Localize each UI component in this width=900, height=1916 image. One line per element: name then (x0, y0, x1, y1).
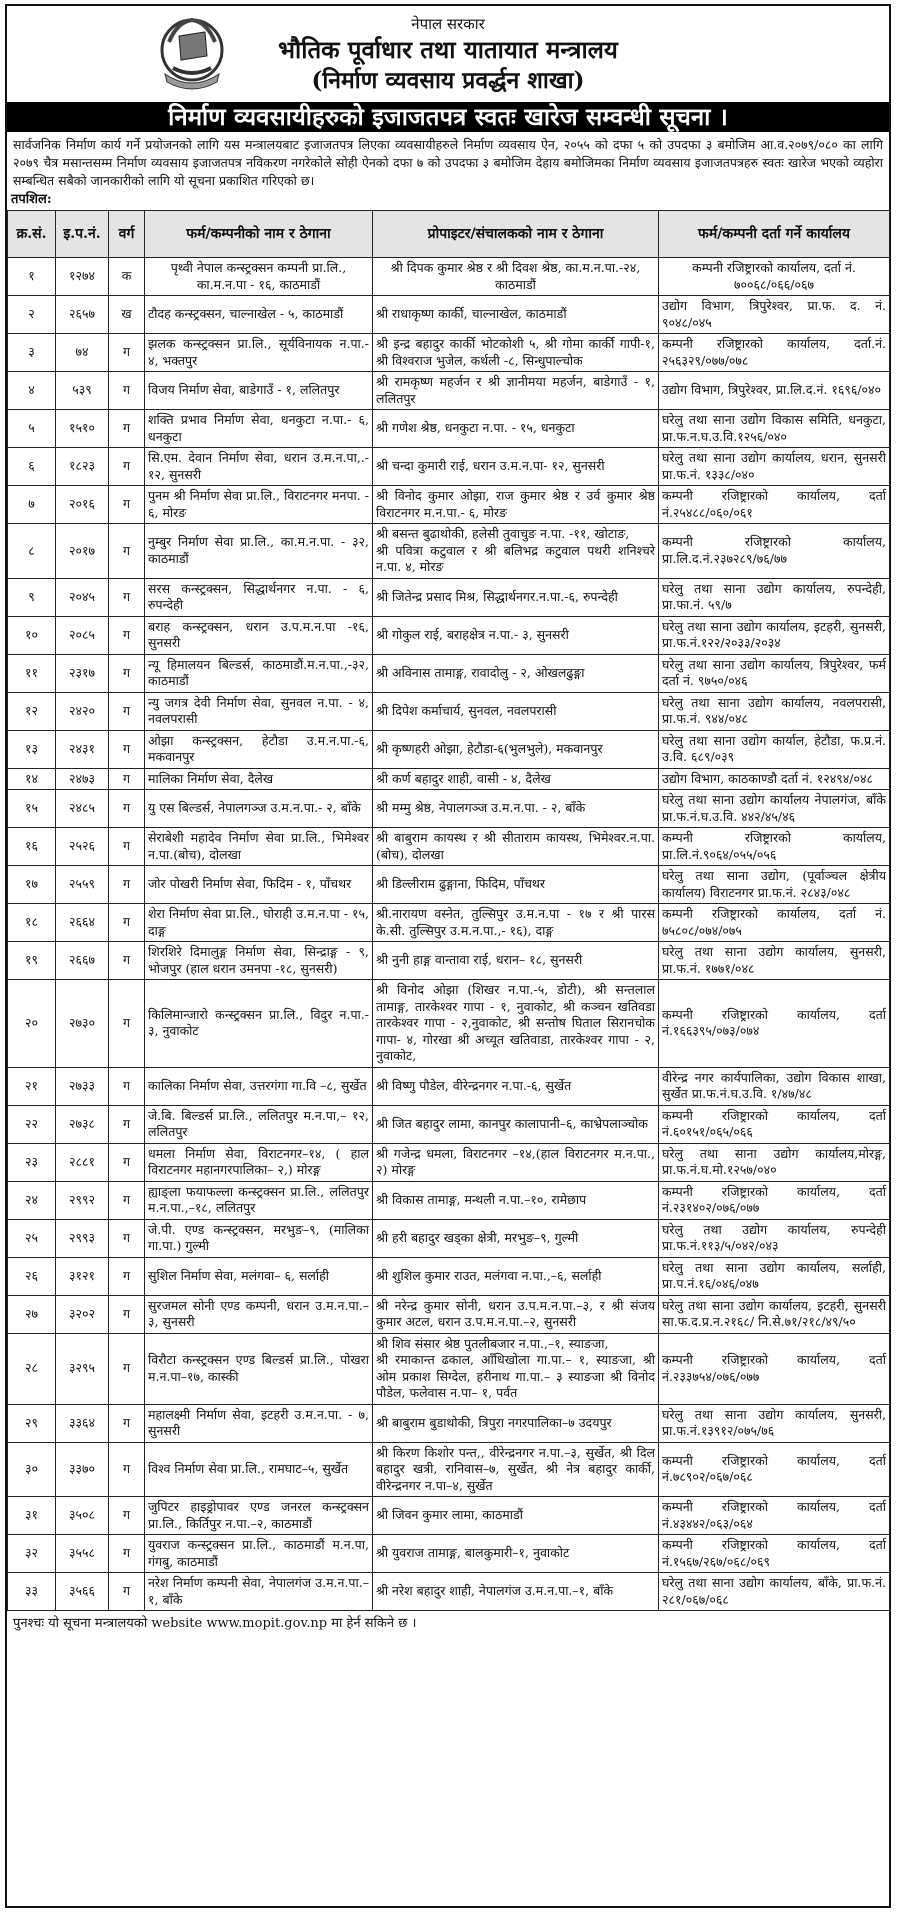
cell-sn: २८ (8, 1333, 56, 1404)
cell-proprietor: श्री जिवन कुमार लामा, काठमाडौं (373, 1497, 659, 1535)
cell-office: घरेलु तथा साना उद्योग कार्यालय, धरान, सुनसरी प्रा.फ.नं. १३३८/०४० (659, 448, 890, 486)
cell-class: ग (109, 730, 145, 768)
cell-proprietor: श्री गजेन्द्र धमला, विराटनगर –१४,(हाल विराटनगर म.न.पा., २) मोरङ्ग (373, 1143, 659, 1181)
cell-sn: १५ (8, 790, 56, 828)
cell-license-no: २४३१ (56, 730, 109, 768)
cell-license-no: २७३० (56, 980, 109, 1068)
table-row (8, 1143, 890, 1181)
cell-proprietor: श्री दिपक कुमार श्रेष्ठ र श्री दिवश श्रेष्ठ, का.म.न.पा.-२४, काठमाडौं (373, 258, 659, 296)
cell-firm: मालिका निर्माण सेवा, दैलेख (145, 768, 373, 790)
table-row (8, 768, 890, 790)
cell-firm: विजय निर्माण सेवा, बाडेगाउँ - १, ललितपुर (145, 372, 373, 410)
cell-license-no: २९९३ (56, 1219, 109, 1257)
header-proprietor: प्रोपाइटर/संचालकको नाम र ठेगाना (373, 211, 659, 258)
cell-sn: २ (8, 296, 56, 334)
cell-office: उद्योग विभाग, त्रिपुरेश्वर, प्रा.फ. द. नं. ९०४८/०४५ (659, 296, 890, 334)
cell-proprietor: श्री कृष्णहरी ओझा, हेटौडा-६(भुलभुले), मकवानपुर (373, 730, 659, 768)
cell-sn: ३ (8, 334, 56, 372)
cell-firm: सेराबेशी महादेव निर्माण सेवा प्रा.लि., भिमेश्वर न.पा.(बोच), दोलखा (145, 828, 373, 866)
cell-sn: २० (8, 980, 56, 1068)
cell-office: घरेलु तथा साना उद्योग कार्यालय नेपालगंज, बाँके प्रा.फ.नं.घ.उ.वि. ४४२/४५/४६ (659, 790, 890, 828)
table-row (8, 1295, 890, 1333)
cell-proprietor: श्री नरेन्द्र कुमार सोनी, धरान उ.प.म.न.पा.–३, र श्री संजय कुमार अटल, धरान उ.प.म.न.पा.–२, सुनसरी (373, 1295, 659, 1333)
cell-class: ग (109, 448, 145, 486)
cell-office: घरेलु तथा साना उद्योग विकास समिति, धनकुटा, प्रा.फ.न.घ.उ.वि.१२५६/०४० (659, 410, 890, 448)
details-label: तपशिल: (11, 192, 52, 207)
cell-office: घरेलु तथा उद्योग कार्यालय, रुपन्देही प्रा.फ.नं.११३/५/०४२/०४३ (659, 1219, 890, 1257)
cell-firm: न्यु जगत्र देवी निर्माण सेवा, सुनवल न.पा. - ४, नवलपरासी (145, 692, 373, 730)
cell-proprietor: श्री नुनी हाङ्ग वान्तावा राई, धरान– १८, सुनसरी (373, 942, 659, 980)
cell-proprietor: श्री इन्द्र बहादुर कार्की भोटकोशी ५, श्री गोमा कार्की गापी-१, श्री विश्वराज भुजेल, कर्थली -८, सिन्धुपाल्चोक (373, 334, 659, 372)
cell-proprietor: श्री बाबुराम कायस्थ र श्री सीताराम कायस्थ, भिमेश्वर.न.पा.(बोच), दोलखा (373, 828, 659, 866)
cell-firm: टौदह कन्स्ट्रक्सन, चाल्नाखेल - ५, काठमाडौं (145, 296, 373, 334)
cell-license-no: ३३६४ (56, 1404, 109, 1442)
cell-office: घरेलु तथा साना उद्योग कार्यालय, सर्लाही, प्रा.प.नं.१६/०४६/०४७ (659, 1257, 890, 1295)
cell-firm: झलक कन्स्ट्रक्सन प्रा.लि., सूर्यविनायक न.पा.- ४, भक्तपुर (145, 334, 373, 372)
table-row (8, 1404, 890, 1442)
cell-sn: २६ (8, 1257, 56, 1295)
cell-class: ग (109, 1573, 145, 1611)
cell-class: ग (109, 1295, 145, 1333)
cell-firm: किलिमान्जारो कन्स्ट्रक्सन प्रा.लि., विदुर न.पा.- ३, नुवाकोट (145, 980, 373, 1068)
cell-office: घरेलु तथा साना उद्योग कार्यालय, इटहरी, सुनसरी, प्रा.फ.नं.१२२/२०३३/२०३४ (659, 616, 890, 654)
cell-sn: ७ (8, 486, 56, 524)
cell-license-no: २०४५ (56, 578, 109, 616)
table-row (8, 692, 890, 730)
cell-proprietor: श्री जितेन्द्र प्रसाद मिश्र, सिद्धार्थनगर.न.पा.-६, रुपन्देही (373, 578, 659, 616)
cell-firm: जे.बि. बिल्डर्स प्रा.लि., ललितपुर म.न.पा,– १२, ललितपुर (145, 1105, 373, 1143)
cell-license-no: २८८१ (56, 1143, 109, 1181)
cell-class: ग (109, 1143, 145, 1181)
cell-sn: १७ (8, 866, 56, 904)
cell-class: ग (109, 768, 145, 790)
cell-license-no: २७३३ (56, 1067, 109, 1105)
cell-firm: विश्व निर्माण सेवा प्रा.लि., रामघाट–५, सुर्खेत (145, 1442, 373, 1497)
cell-office: कम्पनी रजिष्ट्रारको कार्यालय, दर्ता नं.२३३७५४/०७६/०७७ (659, 1333, 890, 1404)
cell-proprietor: श्री जित बहादुर लामा, कानपुर कालापानी–६, काभ्रेपलाञ्चोक (373, 1105, 659, 1143)
cell-sn: १९ (8, 942, 56, 980)
cell-sn: २२ (8, 1105, 56, 1143)
cell-office: कम्पनी रजिष्ट्रारको कार्यालय, दर्ता नं.१५६७/२६७/०६८/०६९ (659, 1535, 890, 1573)
cell-sn: ९ (8, 578, 56, 616)
license-table (7, 210, 890, 1611)
cell-firm: कालिका निर्माण सेवा, उत्तरगंगा गा.वि –८, सुर्खेत (145, 1067, 373, 1105)
table-row (8, 1333, 890, 1404)
notice-paragraph: सार्वजनिक निर्माण कार्य गर्ने प्रयोजनको लागि यस मन्त्रालयबाट इजाजतपत्र लिएका व्यवसायीहरुले निर्माण व्यवसाय ऐन, २०५५ को दफा ५ को उपदफा ३ बमोजिम आ.व.२०७९/०८० का लागि २०७९ चैत्र मसान्तसम्म निर्माण व्यवसाय इजाजतपत्र नविकरण नगरेकोले सोही ऐनको दफा ७ को उपदफा ३ बमोजिम देहाय बमोजिमका निर्माण व्यवसाय इजाजतपत्रहरु स्वतः खारेज भएको व्यहोरा सम्बन्धित सबैको जानकारीको लागि यो सूचना प्रकाशित गरिएको छ। (13, 137, 883, 188)
cell-sn: ३१ (8, 1497, 56, 1535)
cell-sn: ५ (8, 410, 56, 448)
cell-proprietor: श्री शिव संसार श्रेष्ठ पुतलीबजार न.पा.,–१, स्याङजा, श्री रमाकान्त ढकाल, आँधिखोला गा.पा.– १, स्याङजा, श्री ओम प्रकाश सिग्देल, हरीनाथ गा.पा.– ३ स्याङजा श्री विनोद पौडेल, फलेवास न.पा– १, पर्वत (373, 1333, 659, 1404)
cell-license-no: २९९२ (56, 1181, 109, 1219)
cell-sn: १ (8, 258, 56, 296)
cell-firm: ओझा कन्स्ट्रक्सन, हेटौडा उ.म.न.पा.-६, मकवानपुर (145, 730, 373, 768)
cell-firm: सरस कन्स्ट्रक्सन, सिद्धार्थनगर न.पा. - ६, रुपन्देही (145, 578, 373, 616)
cell-license-no: ३१२१ (56, 1257, 109, 1295)
cell-firm: शिरशिरे दिमालुङ्ग निर्माण सेवा, सिन्द्राङ्ग - ९, भोजपुर (हाल धरान उमनपा -१८, सुनसरी) (145, 942, 373, 980)
cell-license-no: ३२०२ (56, 1295, 109, 1333)
cell-license-no: २५५९ (56, 866, 109, 904)
cell-firm: महालक्ष्मी निर्माण सेवा, इटहरी उ.म.न.पा. - ७, सुनसरी (145, 1404, 373, 1442)
cell-class: ग (109, 1257, 145, 1295)
cell-class: ग (109, 616, 145, 654)
branch-title: (निर्माण व्यवसाय प्रवर्द्धन शाखा) (311, 67, 585, 94)
table-row (8, 1105, 890, 1143)
cell-license-no: ५३९ (56, 372, 109, 410)
table-row (8, 980, 890, 1068)
cell-sn: १६ (8, 828, 56, 866)
cell-firm: सुशिल निर्माण सेवा, मलंगवा– ६, सर्लाही (145, 1257, 373, 1295)
cell-office: घरेलु तथा साना उद्योग कार्यालय,मोरङ्ग, प्रा.फ.नं.घ.मो.१२५७/०४० (659, 1143, 890, 1181)
cell-proprietor: श्री विष्णु पौडेल, वीरेन्द्रनगर न.पा.-६, सुर्खेत (373, 1067, 659, 1105)
cell-license-no: ३५६६ (56, 1573, 109, 1611)
header-sn: क्र.सं. (8, 211, 56, 258)
header-office: फर्म/कम्पनी दर्ता गर्ने कार्यालय (659, 211, 890, 258)
header-license-no: इ.प.नं. (56, 211, 109, 258)
cell-proprietor: श्री अविनास तामाङ्ग, रावादोलु - २, ओखलढुङ्गा (373, 654, 659, 692)
cell-license-no: २०१७ (56, 524, 109, 579)
cell-proprietor: श्री गणेश श्रेष्ठ, धनकुटा न.पा. - १५, धनकुटा (373, 410, 659, 448)
cell-sn: १२ (8, 692, 56, 730)
cell-office: उद्योग विभाग, काठकाण्डौ दर्ता नं. १२४९४/०४८ (659, 768, 890, 790)
cell-class: ग (109, 904, 145, 942)
cell-sn: ४ (8, 372, 56, 410)
cell-office: घरेलु तथा साना उद्योग कार्यालय, त्रिपुरेश्वर, फर्म दर्ता नं. ९७५०/०४६ (659, 654, 890, 692)
table-row (8, 828, 890, 866)
cell-firm: जुपिटर हाइड्रोपावर एण्ड जनरल कन्स्ट्रक्सन प्रा.लि., किर्तिपुर न.पा.–२, काठमाडौं (145, 1497, 373, 1535)
cell-firm: जोर पोखरी निर्माण सेवा, फिदिम - १, पाँचथर (145, 866, 373, 904)
cell-license-no: २०८५ (56, 616, 109, 654)
cell-sn: १३ (8, 730, 56, 768)
cell-office: कम्पनी रजिष्ट्रारको कार्यालय, दर्ता नं.६०१५१/०६५/०६६ (659, 1105, 890, 1143)
cell-firm: न्यू हिमालयन बिल्डर्स, काठमाडौं.म.न.पा.,-३२, काठमाडौं (145, 654, 373, 692)
cell-license-no: ३३७० (56, 1442, 109, 1497)
cell-proprietor: श्री डिल्लीराम ढुङ्गाना, फिदिम, पाँचथर (373, 866, 659, 904)
table-row (8, 616, 890, 654)
cell-firm: नरेश निर्माण कम्पनी सेवा, नेपालगंज उ.म.न.पा.– १, बाँके (145, 1573, 373, 1611)
cell-proprietor: श्री रामकृष्ण महर्जन र श्री ज्ञानीमया महर्जन, बाडेगाउँ - १, ललितपुर (373, 372, 659, 410)
cell-firm: ह्याङ्ला फयाफल्ला कन्स्ट्रक्सन प्रा.लि., ललितपुर म.न.पा.,–१८, ललितपुर (145, 1181, 373, 1219)
cell-class: ग (109, 334, 145, 372)
cell-class: ग (109, 692, 145, 730)
cell-office: कम्पनी रजिष्ट्रारको कार्यालय, दर्ता नं.२३१४०२/०७६/०७७ (659, 1181, 890, 1219)
cell-class: ग (109, 1535, 145, 1573)
cell-firm: शक्ति प्रभाव निर्माण सेवा, धनकुटा न.पा.- ६, धनकुटा (145, 410, 373, 448)
cell-proprietor: श्री बसन्त बुढाथोकी, हलेसी तुवाचुङ न.पा. -११, खोटाङ, श्री पवित्रा कटुवाल र श्री बलिभद्र कटुवाल पथरी शनिश्चरे न.पा. ४, मोरङ (373, 524, 659, 579)
table-row (8, 1181, 890, 1219)
cell-office: कम्पनी रजिष्ट्रारको कार्यालय, दर्ता.नं. २५६३२९/०७७/०७८ (659, 334, 890, 372)
cell-license-no: २०१६ (56, 486, 109, 524)
cell-office: कम्पनी रजिष्ट्रारको कार्यालय, दर्ता नं. ७५८०८/०७४/०७५ (659, 904, 890, 942)
cell-firm: बराह कन्स्ट्रक्सन, धरान उ.प.म.न.पा -१६, सुनसरी (145, 616, 373, 654)
table-row (8, 448, 890, 486)
cell-office: घरेलु तथा साना उद्योग कार्याल, हेटौडा, फ.प्र.नं. उ.वि. ६८९/०३९ (659, 730, 890, 768)
cell-office: घरेलु तथा साना उद्योग, (पूर्वाञ्चल क्षेत्रीय कार्यालय) विराटनगर प्रा.फ.नं. २८४३/०४८ (659, 866, 890, 904)
cell-sn: २५ (8, 1219, 56, 1257)
header-class: वर्ग (109, 211, 145, 258)
cell-proprietor: श्री विनोद कुमार ओझा, राज कुमार श्रेष्ठ र उर्व कुमार श्रेष्ठ विराटनगर म.न.पा.- ६, मोरङ (373, 486, 659, 524)
cell-class: ख (109, 296, 145, 334)
cell-proprietor: श्री विकास तामाङ्ग, मन्थली न.पा.–१०, रामेछाप (373, 1181, 659, 1219)
cell-office: घरेलु तथा साना उद्योग कार्यालय, नवलपरासी, प्रा.फ.नं. ९४४/०४८ (659, 692, 890, 730)
notice-frame (5, 4, 891, 1908)
table-row (8, 1497, 890, 1535)
table-row (8, 1535, 890, 1573)
cell-firm: यु एस बिल्डर्स, नेपालगञ्ज उ.म.न.पा.- २, बाँके (145, 790, 373, 828)
table-row (8, 1573, 890, 1611)
cell-office: कम्पनी रजिष्ट्रारको कार्यालय, दर्ता नं.७८९०२/०६७/०६८ (659, 1442, 890, 1497)
table-row (8, 410, 890, 448)
cell-office: घरेलु तथा साना उद्योग कार्यालय, रुपन्देही, प्रा.फा.नं. ५९/७ (659, 578, 890, 616)
cell-proprietor: श्री विनोद ओझा (शिखर न.पा.-५, डोटी), श्री सन्तलाल तामाङ्ग, तारकेश्वर गापा - १, नुवाकोट, श्री कञ्चन खतिवडा तारकेश्वर गापा - २,नुवाकोट, श्री सन्तोष घिताल सिरानचोक गापा- ४, गोरखा श्री अच्यूत खतिवाडा, तारकेश्वर गापा - २, नुवाकोट, (373, 980, 659, 1068)
cell-license-no: १८२३ (56, 448, 109, 486)
table-row (8, 1442, 890, 1497)
cell-class: ग (109, 410, 145, 448)
cell-class: ग (109, 1181, 145, 1219)
cell-class: ग (109, 790, 145, 828)
cell-class: ग (109, 980, 145, 1068)
table-row (8, 730, 890, 768)
letterhead (7, 6, 889, 102)
table-row (8, 334, 890, 372)
cell-proprietor: श्री.नारायण वस्नेत, तुल्सिपुर उ.म.न.पा - १७ र श्री पारस के.सी. तुल्सिपुर उ.म.न.पा.,- १६), दाङ्ग (373, 904, 659, 942)
cell-license-no: २६५७ (56, 296, 109, 334)
cell-firm: जे.पी. एण्ड कन्स्ट्रक्सन, मरभुङ–९, (मालिका गा.पा.) गुल्मी (145, 1219, 373, 1257)
cell-office: घरेलु तथा साना उद्योग कार्यालय, सुनसरी, प्रा.फ.नं.१३९१२/०७५/७६ (659, 1404, 890, 1442)
cell-license-no: २४८५ (56, 790, 109, 828)
table-row (8, 296, 890, 334)
cell-class: ग (109, 1404, 145, 1442)
cell-license-no: २६६७ (56, 942, 109, 980)
table-row (8, 1067, 890, 1105)
cell-proprietor: श्री बाबुराम बुडाथोकी, त्रिपुरा नगरपालिका–७ उदयपुर (373, 1404, 659, 1442)
table-row (8, 258, 890, 296)
cell-proprietor: श्री नरेश बहादुर शाही, नेपालगंज उ.म.न.पा.–१, बाँके (373, 1573, 659, 1611)
cell-license-no: २३१७ (56, 654, 109, 692)
table-row (8, 524, 890, 579)
table-row (8, 654, 890, 692)
cell-class: ग (109, 486, 145, 524)
cell-firm: युवराज कन्स्ट्रक्सन प्रा.लि., काठमाडौं म.न.पा, गंगबु, काठमाडौं (145, 1535, 373, 1573)
cell-class: ग (109, 1497, 145, 1535)
cell-sn: १८ (8, 904, 56, 942)
cell-class: ग (109, 1333, 145, 1404)
cell-sn: २१ (8, 1067, 56, 1105)
cell-license-no: ३२९५ (56, 1333, 109, 1404)
cell-class: ग (109, 1067, 145, 1105)
cell-firm: पृथ्वी नेपाल कन्स्ट्रक्सन कम्पनी प्रा.लि., का.म.न.पा - १६, काठमाडौं (145, 258, 373, 296)
cell-class: ग (109, 372, 145, 410)
table-row (8, 1257, 890, 1295)
cell-proprietor: श्री किरण किशोर पन्त,, वीरेन्द्रनगर न.पा.–३, सुर्खेत, श्री दिल बहादुर खत्री, रानिवास–७, सुर्खेत, श्री नेत्र बहादुर कार्की, वीरेन्द्रनगर न.पा–४, सुर्खेत (373, 1442, 659, 1497)
cell-license-no: ३५०८ (56, 1497, 109, 1535)
cell-license-no: २५२६ (56, 828, 109, 866)
cell-proprietor: श्री कर्ण बहादुर शाही, वासी - ४, दैलेख (373, 768, 659, 790)
cell-proprietor: श्री मम्मु श्रेष्ठ, नेपालगञ्ज उ.म.न.पा. - २, बाँके (373, 790, 659, 828)
header-firm: फर्म/कम्पनीको नाम र ठेगाना (145, 211, 373, 258)
cell-license-no: २६६४ (56, 904, 109, 942)
cell-office: कम्पनी रजिष्ट्रारको कार्यालय, दर्ता नं.४३४४२/०६३/०६४ (659, 1497, 890, 1535)
cell-sn: २७ (8, 1295, 56, 1333)
cell-firm: नुम्बुर निर्माण सेवा प्रा.लि., का.म.न.पा. - ३२, काठमाडौं (145, 524, 373, 579)
cell-firm: पुनम श्री निर्माण सेवा प्रा.लि., विराटनगर मनपा. - ६, मोरङ (145, 486, 373, 524)
cell-proprietor: श्री युवराज तामाङ्ग, बालकुमारी–१, नुवाकोट (373, 1535, 659, 1573)
cell-sn: ८ (8, 524, 56, 579)
cell-license-no: ७४ (56, 334, 109, 372)
notice-banner: निर्माण व्यवसायीहरुको इजाजतपत्र स्वतः खारेज सम्वन्धी सूचना । (7, 102, 889, 132)
cell-sn: २४ (8, 1181, 56, 1219)
cell-license-no: १५१० (56, 410, 109, 448)
cell-sn: १४ (8, 768, 56, 790)
ministry-title: भौतिक पूर्वाधार तथा यातायात मन्त्रालय (278, 35, 618, 64)
table-row (8, 1219, 890, 1257)
cell-proprietor: श्री गोकुल राई, बराहक्षेत्र न.पा.- ३, सुनसरी (373, 616, 659, 654)
cell-license-no: २७३८ (56, 1105, 109, 1143)
table-row (8, 486, 890, 524)
cell-office: घरेलु तथा साना उद्योग कार्यालय, इटहरी, सुनसरी सा.फ.द.प्र.न.२१६८/ नि.से.७१/२१८/४९/५० (659, 1295, 890, 1333)
cell-office: वीरेन्द्र नगर कार्यपालिका, उद्योग विकास शाखा, सुर्खेत प्रा.फ.नं.घ.उ.वि. १/४७/४८ (659, 1067, 890, 1105)
cell-office: उद्योग विभाग, त्रिपुरेश्वर, प्रा.लि.द.नं. १६९६/०४० (659, 372, 890, 410)
cell-class: ग (109, 654, 145, 692)
cell-firm: धमला निर्माण सेवा, विराटनगर–१४, ( हाल विराटनगर महानगरपालिका– २,) मोरङ्ग (145, 1143, 373, 1181)
cell-sn: ६ (8, 448, 56, 486)
cell-class: क (109, 258, 145, 296)
cell-proprietor: श्री शुशिल कुमार राउत, मलंगवा न.पा.,–६, सर्लाही (373, 1257, 659, 1295)
cell-proprietor: श्री चन्दा कुमारी राई, धरान उ.म.न.पा- १२, सुनसरी (373, 448, 659, 486)
cell-class: ग (109, 866, 145, 904)
cell-office: घरेलु तथा साना उद्योग कार्यालय, सुनसरी, प्रा.फ.नं. १७७१/०४८ (659, 942, 890, 980)
cell-office: कम्पनी रजिष्ट्रारको कार्यालय, दर्ता नं.१६६३९५/०७३/०७४ (659, 980, 890, 1068)
table-row (8, 578, 890, 616)
cell-sn: १० (8, 616, 56, 654)
cell-office: कम्पनी रजिष्ट्रारको कार्यालय, प्रा.लि.द.नं.२३७२८९/७६/७७ (659, 524, 890, 579)
cell-license-no: ३५५८ (56, 1535, 109, 1573)
cell-license-no: २४७३ (56, 768, 109, 790)
cell-firm: विरौटा कन्स्ट्रक्सन एण्ड बिल्डर्स प्रा.लि., पोखरा म.न.पा–१७, कास्की (145, 1333, 373, 1404)
cell-firm: शेरा निर्माण सेवा प्रा.लि., घोराही उ.म.न.पा - १५, दाङ्ग (145, 904, 373, 942)
cell-office: कम्पनी रजिष्ट्रारको कार्यालय, दर्ता नं. ७००६८/०६६/०६७ (659, 258, 890, 296)
cell-proprietor: श्री दिपेश कर्माचार्य, सुनवल, नवलपरासी (373, 692, 659, 730)
table-row (8, 372, 890, 410)
cell-sn: ११ (8, 654, 56, 692)
cell-sn: २३ (8, 1143, 56, 1181)
cell-firm: सि.एम. देवान निर्माण सेवा, धरान उ.म.न.पा,.- १२, सुनसरी (145, 448, 373, 486)
cell-sn: २९ (8, 1404, 56, 1442)
cell-office: कम्पनी रजिष्ट्रारको कार्यालय, प्रा.लि.नं.९०६४/०५५/०५६ (659, 828, 890, 866)
cell-sn: ३३ (8, 1573, 56, 1611)
cell-proprietor: श्री राधाकृष्ण कार्की, चाल्नाखेल, काठमाडौं (373, 296, 659, 334)
cell-sn: ३२ (8, 1535, 56, 1573)
cell-class: ग (109, 578, 145, 616)
gov-title: नेपाल सरकार (411, 15, 485, 33)
table-row (8, 866, 890, 904)
table-header-row (8, 211, 890, 258)
cell-office: घरेलु तथा साना उद्योग कार्यालय, बाँके, प्रा.फ.नं. २८१/०६७/०६८ (659, 1573, 890, 1611)
footer-note: पुनश्चः यो सूचना मन्त्रालयको website www.mopit.gov.np मा हेर्न सकिने छ । (13, 1616, 417, 1631)
cell-class: ग (109, 1105, 145, 1143)
cell-class: ग (109, 1219, 145, 1257)
cell-firm: सुरजमल सोनी एण्ड कम्पनी, धरान उ.म.न.पा.–३, सुनसरी (145, 1295, 373, 1333)
table-row (8, 790, 890, 828)
cell-class: ग (109, 524, 145, 579)
table-row (8, 942, 890, 980)
cell-class: ग (109, 1442, 145, 1497)
cell-license-no: १२७४ (56, 258, 109, 296)
cell-class: ग (109, 828, 145, 866)
table-row (8, 904, 890, 942)
cell-sn: ३० (8, 1442, 56, 1497)
cell-office: कम्पनी रजिष्ट्रारको कार्यालय, दर्ता नं.२५४८८/०६०/०६१ (659, 486, 890, 524)
cell-class: ग (109, 942, 145, 980)
cell-proprietor: श्री हरी बहादुर खड्का क्षेत्री, मरभुङ–९, गुल्मी (373, 1219, 659, 1257)
cell-license-no: २४२० (56, 692, 109, 730)
